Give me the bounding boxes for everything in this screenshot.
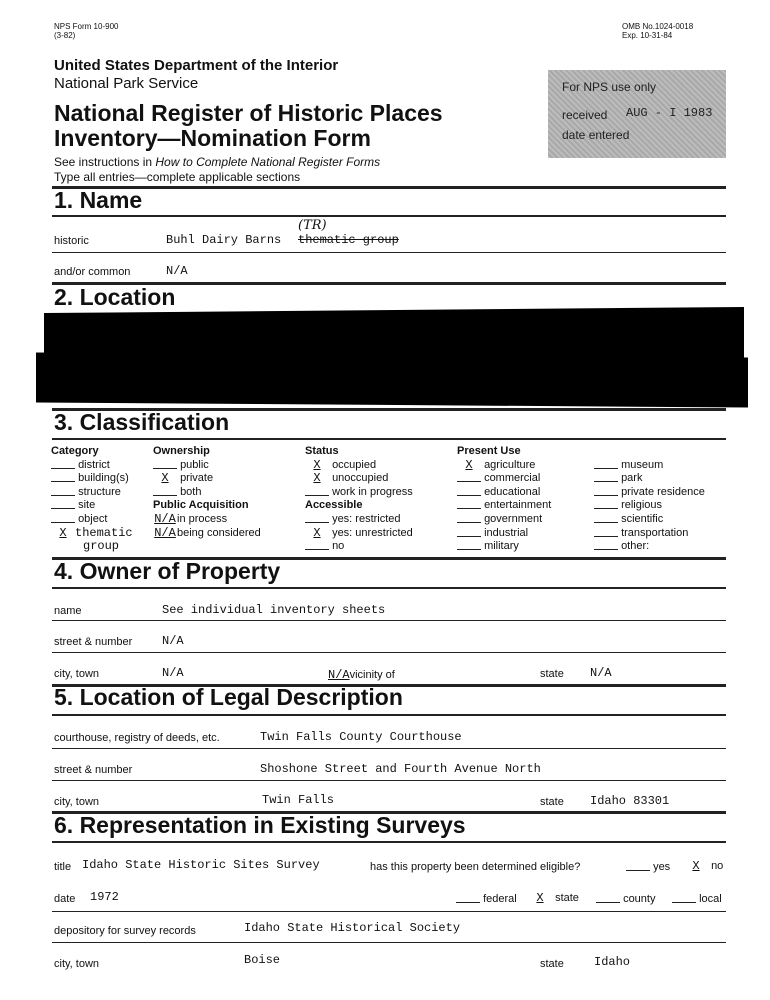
state-level-label: state — [555, 892, 579, 904]
survey-state-value: Idaho — [594, 955, 631, 969]
category-label: object — [78, 512, 108, 525]
eligible-no — [684, 859, 723, 873]
use-label: private residence — [621, 485, 705, 498]
survey-date-label: date — [54, 893, 76, 905]
form-title-line2: Inventory—Nomination Form — [54, 125, 371, 151]
status-item — [305, 472, 413, 486]
use-item — [594, 486, 705, 500]
use-label: park — [621, 472, 643, 485]
present-use-column-1 — [457, 445, 551, 554]
owner-state-label: state — [540, 668, 564, 680]
check-mark: X — [59, 525, 67, 540]
use-item — [594, 540, 705, 554]
survey-city-label: city, town — [54, 958, 100, 970]
accessible-label: yes: restricted — [332, 512, 401, 525]
legal-city-value: Twin Falls — [262, 793, 335, 807]
check-mark: N/A — [154, 525, 176, 540]
legal-state-value: Idaho 83301 — [590, 794, 670, 808]
category-heading: Category — [51, 445, 99, 457]
omb-line1: OMB No.1024-0018 — [622, 22, 694, 31]
acquisition-item — [153, 513, 261, 527]
category-item — [51, 513, 133, 527]
owner-state-value: N/A — [590, 666, 612, 680]
accessible-label: no — [332, 540, 345, 553]
check-blank — [153, 459, 177, 469]
check-blank — [51, 459, 75, 469]
owner-city-label: city, town — [54, 668, 100, 680]
ownership-item — [153, 486, 261, 500]
form-title-line1: National Register of Historic Places — [54, 100, 443, 126]
no-label: no — [711, 860, 724, 872]
check-blank — [457, 499, 481, 509]
check-blank — [594, 486, 618, 496]
form-number-line1: NPS Form 10-900 — [54, 22, 119, 31]
check-blank — [305, 486, 329, 496]
eligible-question: has this property been determined eligible? — [370, 861, 581, 873]
date-entered-label: date entered — [562, 128, 630, 142]
use-item — [457, 513, 551, 527]
acquisition-label: being considered — [177, 526, 261, 539]
survey-date-value: 1972 — [90, 890, 119, 904]
use-item — [594, 513, 705, 527]
federal-label: federal — [483, 893, 517, 905]
rule — [52, 652, 726, 653]
section-3-title: 3. Classification — [54, 409, 230, 435]
ownership-item — [153, 472, 261, 486]
check-mark: X — [465, 457, 473, 472]
use-item — [457, 459, 551, 473]
depository-label: depository for survey records — [54, 925, 196, 937]
level-state — [528, 891, 579, 905]
status-heading: Status — [305, 445, 339, 457]
use-label: other: — [621, 540, 650, 553]
acquisition-item — [153, 527, 261, 541]
omb-line2: Exp. 10-31-84 — [622, 31, 673, 40]
check-blank — [456, 893, 480, 903]
category-typed: thematic — [75, 525, 133, 540]
use-item — [457, 486, 551, 500]
use-label: government — [484, 512, 543, 525]
check-blank — [594, 459, 618, 469]
status-item — [305, 459, 413, 473]
check-blank — [594, 527, 618, 537]
level-county — [596, 893, 655, 905]
instructions-line2: Type all entries—complete applicable sections — [54, 170, 301, 184]
check-blank — [305, 540, 329, 550]
use-label: industrial — [484, 526, 529, 539]
use-label: entertainment — [484, 499, 552, 512]
section-1-title: 1. Name — [54, 187, 143, 213]
survey-title-label: title — [54, 861, 72, 873]
status-column — [305, 445, 413, 554]
check-blank — [51, 513, 75, 523]
category-item — [51, 486, 133, 500]
courthouse-label: courthouse, registry of deeds, etc. — [54, 732, 220, 744]
acquisition-label: in process — [177, 512, 228, 525]
use-label: military — [484, 540, 519, 553]
service-name: National Park Service — [54, 75, 199, 92]
use-item — [457, 527, 551, 541]
category-item-marked — [51, 527, 133, 541]
check-mark: X — [313, 471, 321, 486]
owner-city-value: N/A — [162, 666, 184, 680]
survey-city-value: Boise — [244, 953, 281, 967]
vicinity-label: vicinity of — [349, 669, 395, 681]
use-item — [457, 499, 551, 513]
form-number-line2: (3-82) — [54, 31, 76, 40]
rule — [52, 252, 726, 253]
acquisition-heading: Public Acquisition — [153, 499, 249, 512]
check-blank — [51, 499, 75, 509]
use-item — [594, 499, 705, 513]
rule — [52, 911, 726, 912]
rule — [52, 215, 726, 217]
common-value: N/A — [166, 264, 188, 278]
category-item — [51, 472, 133, 486]
check-blank — [305, 513, 329, 523]
check-blank — [594, 540, 618, 550]
status-item — [305, 486, 413, 500]
legal-street-value: Shoshone Street and Fourth Avenue North — [260, 762, 541, 776]
ownership-heading: Ownership — [153, 445, 210, 457]
status-label: work in progress — [332, 485, 413, 498]
section-2-title: 2. Location — [54, 284, 176, 310]
struck-text: thematic group — [298, 233, 399, 247]
section-6-title: 6. Representation in Existing Surveys — [54, 812, 466, 838]
check-blank — [51, 486, 75, 496]
rule — [52, 780, 726, 781]
check-mark: N/A — [154, 511, 176, 526]
redaction-block — [36, 353, 748, 408]
yes-label: yes — [653, 861, 671, 873]
present-use-heading: Present Use — [457, 445, 521, 457]
use-item — [457, 472, 551, 486]
omb-number — [622, 22, 693, 40]
status-label: unoccupied — [332, 472, 389, 485]
check-mark: X — [536, 891, 544, 905]
survey-state-label: state — [540, 958, 564, 970]
accessible-item — [305, 540, 413, 554]
ownership-column — [153, 445, 261, 540]
vicinity-field — [328, 668, 395, 682]
rule — [52, 942, 726, 943]
vicinity-mark: N/A — [328, 668, 350, 682]
nps-use-box — [548, 70, 726, 158]
category-item — [51, 499, 133, 513]
historic-label: historic — [54, 235, 89, 247]
owner-name-label: name — [54, 605, 82, 617]
check-blank — [594, 513, 618, 523]
check-blank — [457, 527, 481, 537]
rule — [52, 587, 726, 589]
rule — [52, 438, 726, 440]
check-blank — [457, 513, 481, 523]
instructions-italic: How to Complete National Register Forms — [155, 155, 381, 169]
level-local — [672, 893, 722, 905]
owner-name-value: See individual inventory sheets — [162, 603, 386, 617]
check-mark: X — [313, 525, 321, 540]
department-name: United States Department of the Interior — [54, 57, 339, 74]
accessible-label: yes: unrestricted — [332, 526, 413, 539]
use-item — [594, 472, 705, 486]
legal-city-label: city, town — [54, 796, 100, 808]
check-blank — [51, 472, 75, 482]
section-4-title: 4. Owner of Property — [54, 558, 281, 584]
check-blank — [457, 540, 481, 550]
category-label: structure — [78, 485, 121, 498]
use-item — [594, 459, 705, 473]
ownership-label: both — [180, 485, 202, 498]
use-label: transportation — [621, 526, 689, 539]
check-blank — [594, 472, 618, 482]
rule — [52, 748, 726, 749]
check-mark: X — [692, 859, 700, 873]
survey-title-value: Idaho State Historic Sites Survey — [82, 858, 320, 872]
county-label: county — [623, 893, 656, 905]
category-typed-2: group — [83, 539, 120, 554]
ownership-label: private — [180, 472, 214, 485]
section-5-title: 5. Location of Legal Description — [54, 684, 403, 710]
handwritten-annotation: (TR) — [298, 218, 327, 233]
accessible-heading: Accessible — [305, 499, 363, 512]
rule — [52, 620, 726, 621]
check-blank — [626, 861, 650, 871]
historic-value: Buhl Dairy Barns — [166, 233, 282, 247]
category-label: site — [78, 499, 96, 512]
nps-use-heading: For NPS use only — [562, 80, 657, 94]
owner-street-value: N/A — [162, 634, 184, 648]
check-blank — [594, 499, 618, 509]
instructions-line1 — [54, 155, 380, 169]
use-label: scientific — [621, 512, 664, 525]
accessible-item — [305, 527, 413, 541]
legal-street-label: street & number — [54, 764, 133, 776]
use-label: commercial — [484, 472, 541, 485]
received-stamp: AUG - I 1983 — [626, 106, 713, 120]
level-federal — [456, 893, 517, 905]
use-item — [594, 527, 705, 541]
legal-state-label: state — [540, 796, 564, 808]
courthouse-value: Twin Falls County Courthouse — [260, 730, 462, 744]
category-column — [51, 445, 133, 554]
use-label: educational — [484, 485, 541, 498]
use-label: religious — [621, 499, 663, 512]
form-number — [54, 22, 118, 40]
rule — [52, 841, 726, 843]
rule — [52, 186, 726, 189]
depository-value: Idaho State Historical Society — [244, 921, 461, 935]
check-blank — [672, 893, 696, 903]
use-item — [457, 540, 551, 554]
check-mark: X — [313, 457, 321, 472]
owner-street-label: street & number — [54, 636, 133, 648]
present-use-column-2 — [594, 445, 705, 554]
use-label: museum — [621, 458, 664, 471]
status-label: occupied — [332, 458, 377, 471]
instructions-prefix: See instructions in — [54, 155, 156, 169]
check-blank — [457, 486, 481, 496]
use-label: agriculture — [484, 458, 536, 471]
category-label: building(s) — [78, 472, 129, 485]
received-label: received — [562, 108, 608, 122]
check-blank — [596, 893, 620, 903]
ownership-item — [153, 459, 261, 473]
check-blank — [457, 472, 481, 482]
ownership-label: public — [180, 458, 209, 471]
eligible-yes — [626, 861, 670, 873]
category-item — [51, 459, 133, 473]
category-label: district — [78, 458, 110, 471]
local-label: local — [699, 893, 722, 905]
rule — [52, 714, 726, 716]
check-blank — [153, 486, 177, 496]
accessible-item — [305, 513, 413, 527]
check-mark: X — [161, 471, 169, 486]
common-label: and/or common — [54, 266, 131, 278]
